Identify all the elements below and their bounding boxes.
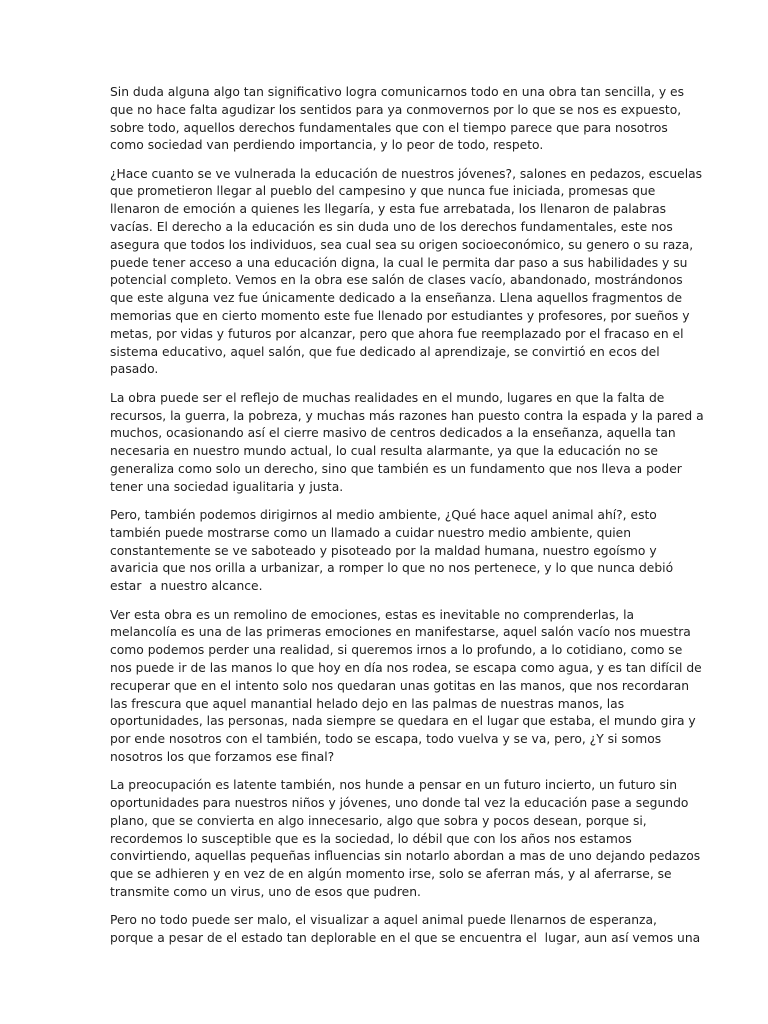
text-line: ¿Hace cuanto se ve vulnerada la educación de nuestros jóvenes?, salones en pedazos, escuelas xyxy=(110,166,703,181)
text-line: estar a nuestro alcance. xyxy=(110,579,263,594)
text-line: que se adhieren y en vez de en algún momento irse, solo se aferran más, y al aferrarse, se xyxy=(110,867,672,882)
text-line: como sociedad van perdiendo importancia, y lo peor de todo, respeto. xyxy=(110,138,544,153)
text-line: recursos, la guerra, la pobreza, y muchas más razones han puesto contra la espada y la pared a xyxy=(110,408,704,423)
text-line: generaliza como solo un derecho, sino que también es un fundamento que nos lleva a poder xyxy=(110,461,682,476)
text-line: Sin duda alguna algo tan significativo logra comunicarnos todo en una obra tan sencilla, y es xyxy=(110,85,684,99)
text-line: sistema educativo, aquel salón, que fue dedicado al aprendizaje, se convirtió en ecos del xyxy=(110,344,660,359)
text-line: las frescura que aquel manantial helado dejo en las palmas de nuestras manos, las xyxy=(110,696,625,711)
text-line: que este alguna vez fue únicamente dedicado a la enseñanza. Llena aquellos fragmentos de xyxy=(110,291,683,306)
paragraph xyxy=(110,777,701,902)
paragraph xyxy=(110,607,702,767)
text-line: convirtiendo, aquellas pequeñas influencias sin notarlo abordan a mas de uno dejando pedazos xyxy=(110,849,701,864)
text-line: Pero, también podemos dirigirnos al medio ambiente, ¿Qué hace aquel animal ahí?, esto xyxy=(110,508,657,523)
text-line: nosotros los que forzamos ese final? xyxy=(110,749,335,764)
paragraph xyxy=(110,84,684,155)
text-line: constantemente se ve saboteado y pisoteado por la maldad humana, nuestro egoísmo y xyxy=(110,543,657,558)
text-line: sobre todo, aquellos derechos fundamentales que con el tiempo parece que para nosotros xyxy=(110,120,668,135)
text-line: Ver esta obra es un remolino de emociones, estas es inevitable no comprenderlas, la xyxy=(110,607,635,622)
paragraph xyxy=(110,912,701,948)
text-line: oportunidades para nuestros niños y jóvenes, uno donde tal vez la educación pase a segundo xyxy=(110,795,689,810)
paragraph xyxy=(110,166,703,380)
text-line: tener una sociedad igualitaria y justa. xyxy=(110,479,344,494)
text-line: plano, que se convierta en algo innecesario, algo que sobra y pocos desean, porque si, xyxy=(110,813,647,828)
text-line: muchos, ocasionando así el cierre masivo de centros dedicados a la enseñanza, aquella tan xyxy=(110,426,676,441)
text-line: que no hace falta agudizar los sentidos para ya conmovernos por lo que se nos es expuesto, xyxy=(110,102,682,117)
text-line: llenaron de emoción a quienes les llegaría, y esta fue arrebatada, los llenaron de palabras xyxy=(110,202,667,217)
text-line: por ende nosotros con el también, todo se escapa, todo vuelva y se va, pero, ¿Y si somos xyxy=(110,732,662,747)
text-line: recordemos lo susceptible que es la sociedad, lo débil que con los años nos estamos xyxy=(110,831,632,846)
text-line: potencial completo. Vemos en la obra ese salón de clases vacío, abandonado, mostrándonos xyxy=(110,273,683,288)
text-line: pasado. xyxy=(110,362,159,377)
text-line: como podemos perder una realidad, si queremos irnos a lo profundo, a lo cotidiano, como se xyxy=(110,643,683,658)
text-line: Pero no todo puede ser malo, el visualizar a aquel animal puede llenarnos de esperanza, xyxy=(110,913,657,928)
text-line: metas, por vidas y futuros por alcanzar, pero que ahora fue reemplazado por el fracaso en el xyxy=(110,326,684,341)
text-line: porque a pesar de el estado tan deplorable en el que se encuentra el lugar, aun así vemos una xyxy=(110,931,701,946)
text-line: nos puede ir de las manos lo que hoy en día nos rodea, se escapa como agua, y es tan difícil de xyxy=(110,660,702,675)
document-body xyxy=(110,84,704,958)
text-line: vacías. El derecho a la educación es sin duda uno de los derechos fundamentales, este nos xyxy=(110,220,673,235)
text-line: que prometieron llegar al pueblo del campesino y que nunca fue iniciada, promesas que xyxy=(110,184,656,199)
text-line: puede tener acceso a una educación digna, la cual le permita dar paso a sus habilidades y su xyxy=(110,255,688,270)
text-line: transmite como un virus, uno de esos que pudren. xyxy=(110,884,421,899)
text-line: necesaria en nuestro mundo actual, lo cual resulta alarmante, ya que la educación no se xyxy=(110,444,658,459)
text-line: melancolía es una de las primeras emociones en manifestarse, aquel salón vacío nos muestra xyxy=(110,625,691,640)
text-line: también puede mostrarse como un llamado a cuidar nuestro medio ambiente, quien xyxy=(110,525,632,540)
text-line: asegura que todos los individuos, sea cual sea su origen socioeconómico, su genero o su raza, xyxy=(110,237,694,252)
paragraph xyxy=(110,507,674,596)
text-line: memorias que en cierto momento este fue llenado por estudiantes y profesores, por sueños y xyxy=(110,309,690,324)
text-line: La preocupación es latente también, nos hunde a pensar en un futuro incierto, un futuro sin xyxy=(110,778,678,793)
text-line: oportunidades, las personas, nada siempre se quedara en el lugar que estaba, el mundo gira y xyxy=(110,714,696,729)
text-line: avaricia que nos orilla a urbanizar, a romper lo que no nos pertenece, y lo que nunca debió xyxy=(110,561,674,576)
paragraph xyxy=(110,390,704,497)
text-line: La obra puede ser el reflejo de muchas realidades en el mundo, lugares en que la falta de xyxy=(110,390,665,405)
text-line: recuperar que en el intento solo nos quedaran unas gotitas en las manos, que nos recordaran xyxy=(110,678,690,693)
